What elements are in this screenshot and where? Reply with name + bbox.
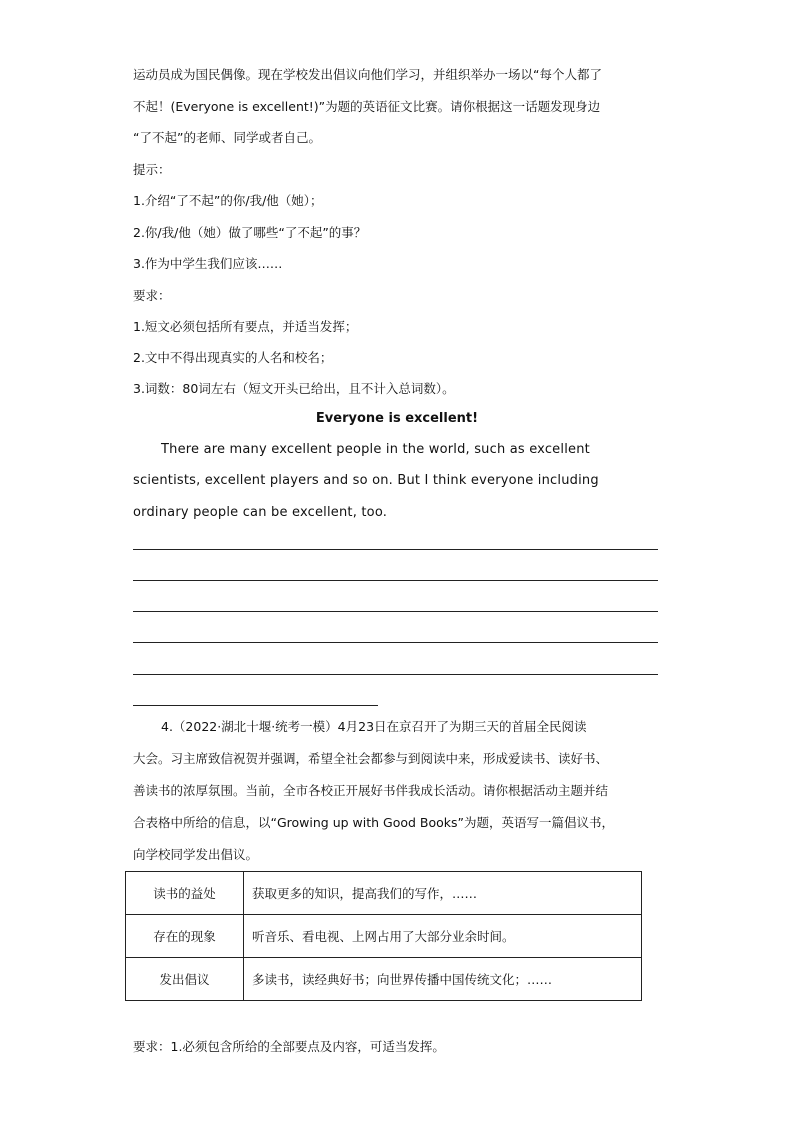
- table-row: [126, 958, 642, 1001]
- table-cell-value: 获取更多的知识，提高我们的写作，……: [244, 872, 642, 915]
- answer-line[interactable]: [133, 674, 658, 675]
- question4-line-4: 合表格中所给的信息，以“Growing up with Good Books”为题，英语写一篇倡议书，: [133, 815, 615, 830]
- answer-line[interactable]: [133, 611, 658, 612]
- requirement-item-3: 3.词数：80词左右（短文开头已给出，且不计入总词数）。: [133, 381, 455, 396]
- table-cell-value: 多读书，读经典好书；向世界传播中国传统文化；……: [244, 958, 642, 1001]
- table-cell-label: 发出倡议: [126, 958, 244, 1001]
- answer-line[interactable]: [133, 642, 658, 643]
- question4-line-1: 4.（2022·湖北十堰·统考一模）4月23日在京召开了为期三天的首届全民阅读: [161, 719, 587, 734]
- essay-line-2: scientists, excellent players and so on. But I think everyone including: [133, 473, 599, 488]
- question4-line-3: 善读书的浓厚氛围。当前，全市各校正开展好书伴我成长活动。请你根据活动主题并结: [133, 783, 609, 798]
- essay-title: Everyone is excellent!: [315, 411, 479, 426]
- requirement-label: 要求：: [133, 288, 171, 303]
- hint-label: 提示：: [133, 162, 171, 177]
- info-table: [125, 871, 642, 1001]
- table-cell-label: 读书的益处: [126, 872, 244, 915]
- table-row: [126, 872, 642, 915]
- hint-item-2: 2.你/我/他（她）做了哪些“了不起”的事？: [133, 225, 367, 240]
- table-cell-value: 听音乐、看电视、上网占用了大部分业余时间。: [244, 915, 642, 958]
- question4-line-5: 向学校同学发出倡议。: [133, 847, 259, 862]
- intro-line-1: 运动员成为国民偶像。现在学校发出倡议向他们学习，并组织举办一场以“每个人都了: [133, 67, 602, 82]
- question4-line-2: 大会。习主席致信祝贺并强调，希望全社会都参与到阅读中来，形成爱读书、读好书、: [133, 751, 609, 766]
- table-cell-label: 存在的现象: [126, 915, 244, 958]
- question4-requirement: 要求：1.必须包含所给的全部要点及内容，可适当发挥。: [133, 1039, 445, 1054]
- table-row: [126, 915, 642, 958]
- requirement-item-1: 1.短文必须包括所有要点，并适当发挥；: [133, 319, 358, 334]
- answer-line[interactable]: [133, 580, 658, 581]
- answer-line[interactable]: [133, 705, 378, 706]
- answer-line[interactable]: [133, 549, 658, 550]
- hint-item-3: 3.作为中学生我们应该……: [133, 256, 283, 271]
- intro-line-2: 不起！(Everyone is excellent!)”为题的英语征文比赛。请你根据这一话题发现身边: [133, 99, 601, 114]
- intro-line-3: “了不起”的老师、同学或者自己。: [133, 130, 321, 145]
- hint-item-1: 1.介绍“了不起”的你/我/他（她）；: [133, 193, 323, 208]
- essay-line-1: There are many excellent people in the world, such as excellent: [161, 442, 590, 457]
- essay-line-3: ordinary people can be excellent, too.: [133, 505, 388, 520]
- requirement-item-2: 2.文中不得出现真实的人名和校名；: [133, 350, 333, 365]
